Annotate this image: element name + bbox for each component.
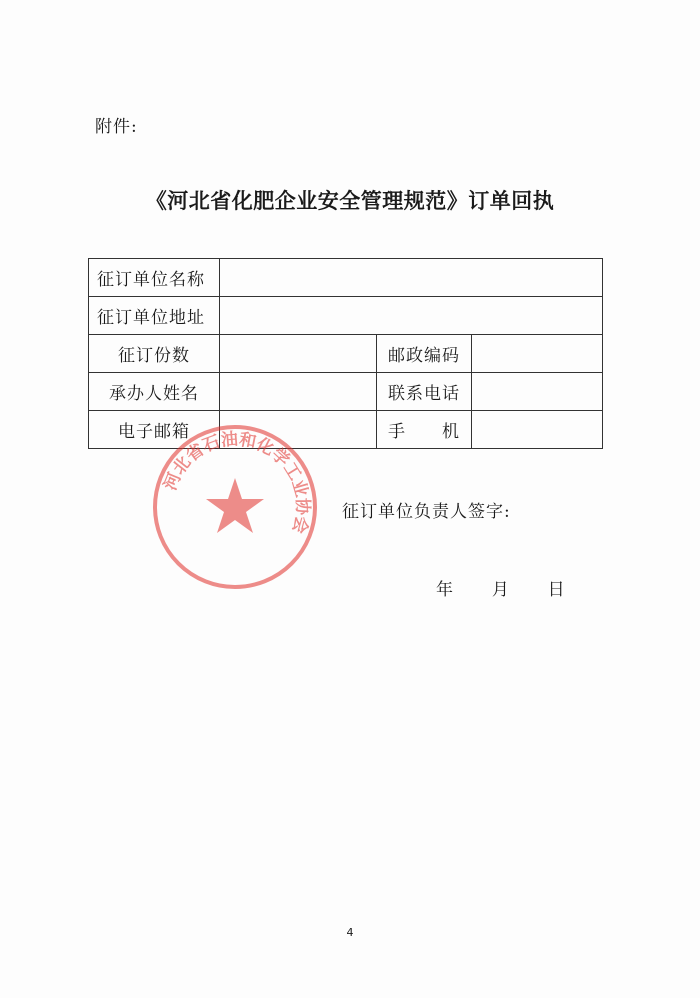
page-number: 4 <box>346 926 354 939</box>
mobile-field[interactable] <box>472 411 603 449</box>
date-day: 日 <box>547 580 565 600</box>
date-line <box>436 575 565 600</box>
table-row <box>89 297 603 335</box>
copies-field[interactable] <box>220 335 377 373</box>
contact-person-field[interactable] <box>220 373 377 411</box>
official-seal-icon <box>148 420 322 594</box>
table-row <box>89 373 603 411</box>
date-year: 年 <box>436 580 453 600</box>
attachment-label: 附件: <box>95 117 138 137</box>
unit-name-label: 征订单位名称 <box>89 259 220 297</box>
postal-code-field[interactable] <box>472 335 603 373</box>
copies-label: 征订份数 <box>89 335 220 373</box>
unit-address-label: 征订单位地址 <box>89 297 220 335</box>
unit-address-field[interactable] <box>220 297 603 335</box>
phone-label: 联系电话 <box>377 373 472 411</box>
table-row <box>89 335 603 373</box>
signature-label: 征订单位负责人签字: <box>342 502 511 522</box>
seal-text: 河北省石油和化学工业协会 <box>160 429 313 536</box>
mobile-label: 手 机 <box>377 411 472 449</box>
table-row <box>89 259 603 297</box>
unit-name-field[interactable] <box>220 259 603 297</box>
contact-person-label: 承办人姓名 <box>89 373 220 411</box>
document-title: 《河北省化肥企业安全管理规范》订单回执 <box>145 189 555 213</box>
email-label: 电子邮箱 <box>89 411 220 449</box>
phone-field[interactable] <box>472 373 603 411</box>
date-month: 月 <box>491 580 509 600</box>
postal-code-label: 邮政编码 <box>377 335 472 373</box>
